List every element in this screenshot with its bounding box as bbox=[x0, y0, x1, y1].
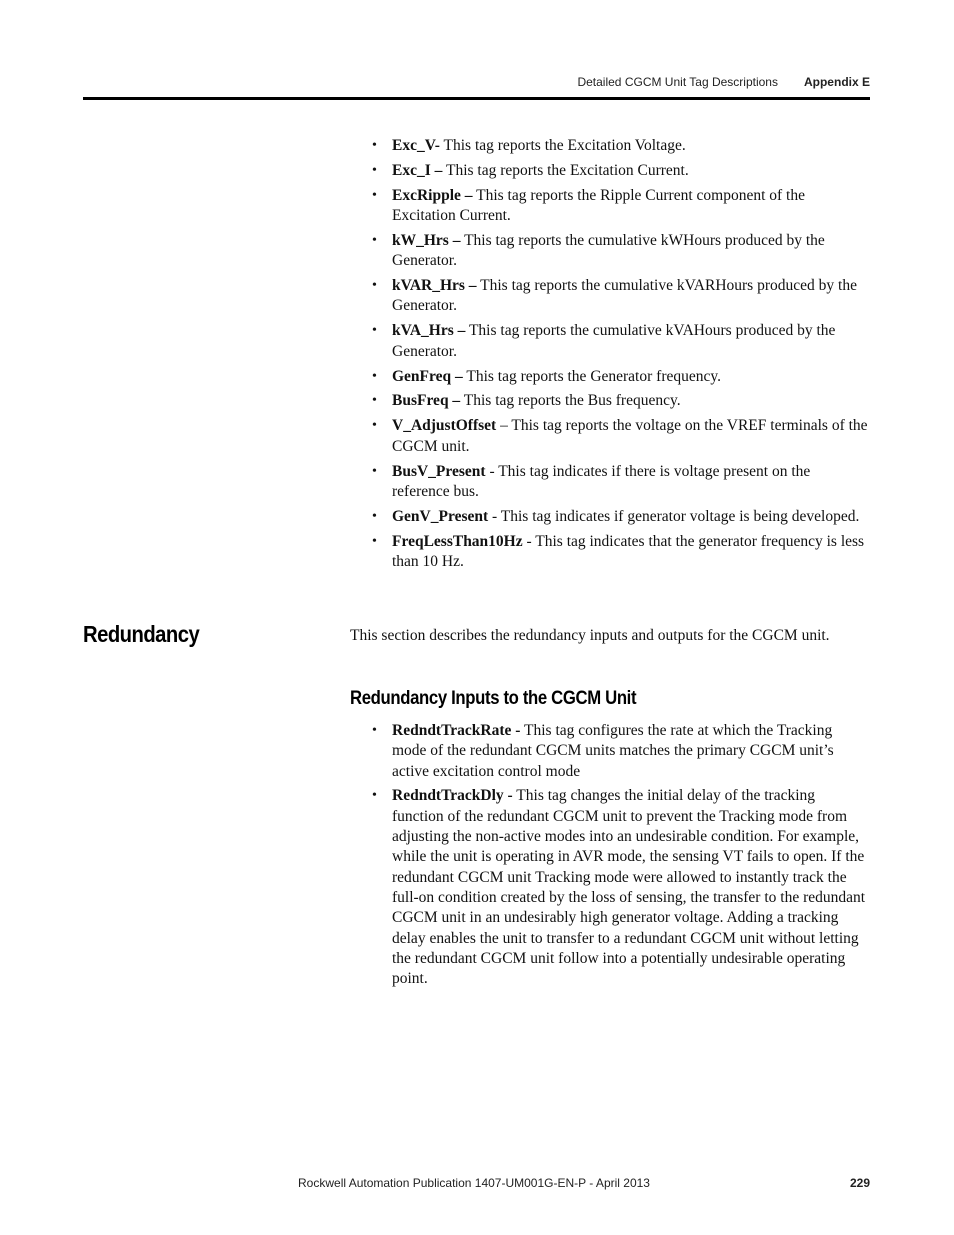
tag-term: Exc_I – bbox=[392, 161, 443, 179]
header-section-title: Detailed CGCM Unit Tag Descriptions bbox=[577, 75, 778, 89]
tag-term: BusFreq – bbox=[392, 392, 461, 410]
tag-description: This tag reports the cumulative kWHours produced by the Generator. bbox=[392, 231, 825, 270]
page-number: 229 bbox=[849, 1176, 870, 1190]
running-header bbox=[577, 75, 870, 89]
list-item bbox=[370, 136, 870, 156]
tag-description: This tag reports the cumulative kVAHours produced by the Generator. bbox=[392, 322, 836, 360]
tag-description: This tag reports the Excitation Voltage. bbox=[439, 137, 686, 154]
tag-description: This tag reports the Generator frequency. bbox=[462, 367, 721, 385]
header-rule bbox=[83, 97, 870, 100]
redundancy-input-list bbox=[370, 721, 870, 994]
tag-description: This tag reports the Bus frequency. bbox=[460, 392, 681, 410]
list-item bbox=[370, 231, 870, 272]
list-item bbox=[370, 161, 870, 181]
list-item bbox=[370, 507, 870, 527]
tag-description: This tag reports the Ripple Current component of the Excitation Current. bbox=[392, 186, 805, 225]
list-item bbox=[370, 186, 870, 227]
header-appendix-label: Appendix E bbox=[803, 75, 870, 89]
tag-description: - This tag indicates if there is voltage present on the reference bus. bbox=[392, 462, 811, 500]
tag-term: RedndtTrackDly - bbox=[392, 787, 513, 805]
tag-term: ExcRipple – bbox=[392, 186, 473, 204]
tag-description-list bbox=[370, 136, 870, 577]
list-item bbox=[370, 276, 870, 317]
tag-term: kVA_Hrs – bbox=[392, 322, 466, 340]
list-item bbox=[370, 532, 870, 573]
tag-description: - This tag indicates if generator voltage is being developed. bbox=[488, 507, 860, 525]
tag-description: This tag reports the Excitation Current. bbox=[442, 161, 689, 179]
tag-description: This tag configures the rate at which the Tracking mode of the redundant CGCM units matches the primary CGCM unit’s active excitation control mode bbox=[392, 722, 834, 780]
tag-term: Exc_V- bbox=[392, 137, 440, 154]
tag-term: GenFreq – bbox=[392, 367, 463, 385]
tag-description: This tag reports the cumulative kVARHours produced by the Generator. bbox=[392, 277, 857, 315]
list-item bbox=[370, 367, 870, 387]
tag-term: kVAR_Hrs – bbox=[392, 277, 477, 295]
tag-term: V_AdjustOffset bbox=[392, 417, 497, 435]
list-item bbox=[370, 416, 870, 457]
list-item bbox=[370, 391, 870, 411]
tag-term: kW_Hrs – bbox=[392, 231, 461, 249]
list-item bbox=[370, 721, 870, 782]
tag-term: BusV_Present bbox=[392, 462, 486, 480]
tag-description: This tag changes the initial delay of the tracking function of the redundant CGCM unit to prevent the Tracking mode from adjusting the non-active modes into an undesirable condition. For example, while the unit is operating in AVR mode, the sensing VT fails to open. If the redundant CGCM unit Tracking mode were allowed to instantly track the full-on condition created by the loss of sensing, the transfer to the redundant CGCM unit in an undesirably high generator voltage. Adding a tracking delay enables the unit to transfer to a redundant CGCM unit without letting the redundant CGCM unit follow into a potentially undesirable operating point. bbox=[392, 787, 866, 988]
section-heading-redundancy: Redundancy bbox=[83, 621, 200, 647]
subsection-heading-inputs: Redundancy Inputs to the CGCM Unit bbox=[350, 688, 637, 709]
tag-term: FreqLessThan10Hz bbox=[392, 532, 523, 550]
tag-description: - This tag indicates that the generator frequency is less than 10 Hz. bbox=[392, 532, 865, 570]
list-item bbox=[370, 786, 870, 989]
tag-description: – This tag reports the voltage on the VREF terminals of the CGCM unit. bbox=[392, 417, 868, 455]
tag-term: RedndtTrackRate - bbox=[392, 722, 521, 739]
list-item bbox=[370, 321, 870, 362]
footer-publication: Rockwell Automation Publication 1407-UM001G-EN-P - April 2013 bbox=[298, 1176, 650, 1190]
tag-term: GenV_Present bbox=[392, 507, 489, 525]
section-intro: This section describes the redundancy inputs and outputs for the CGCM unit. bbox=[350, 627, 830, 644]
list-item bbox=[370, 462, 870, 503]
